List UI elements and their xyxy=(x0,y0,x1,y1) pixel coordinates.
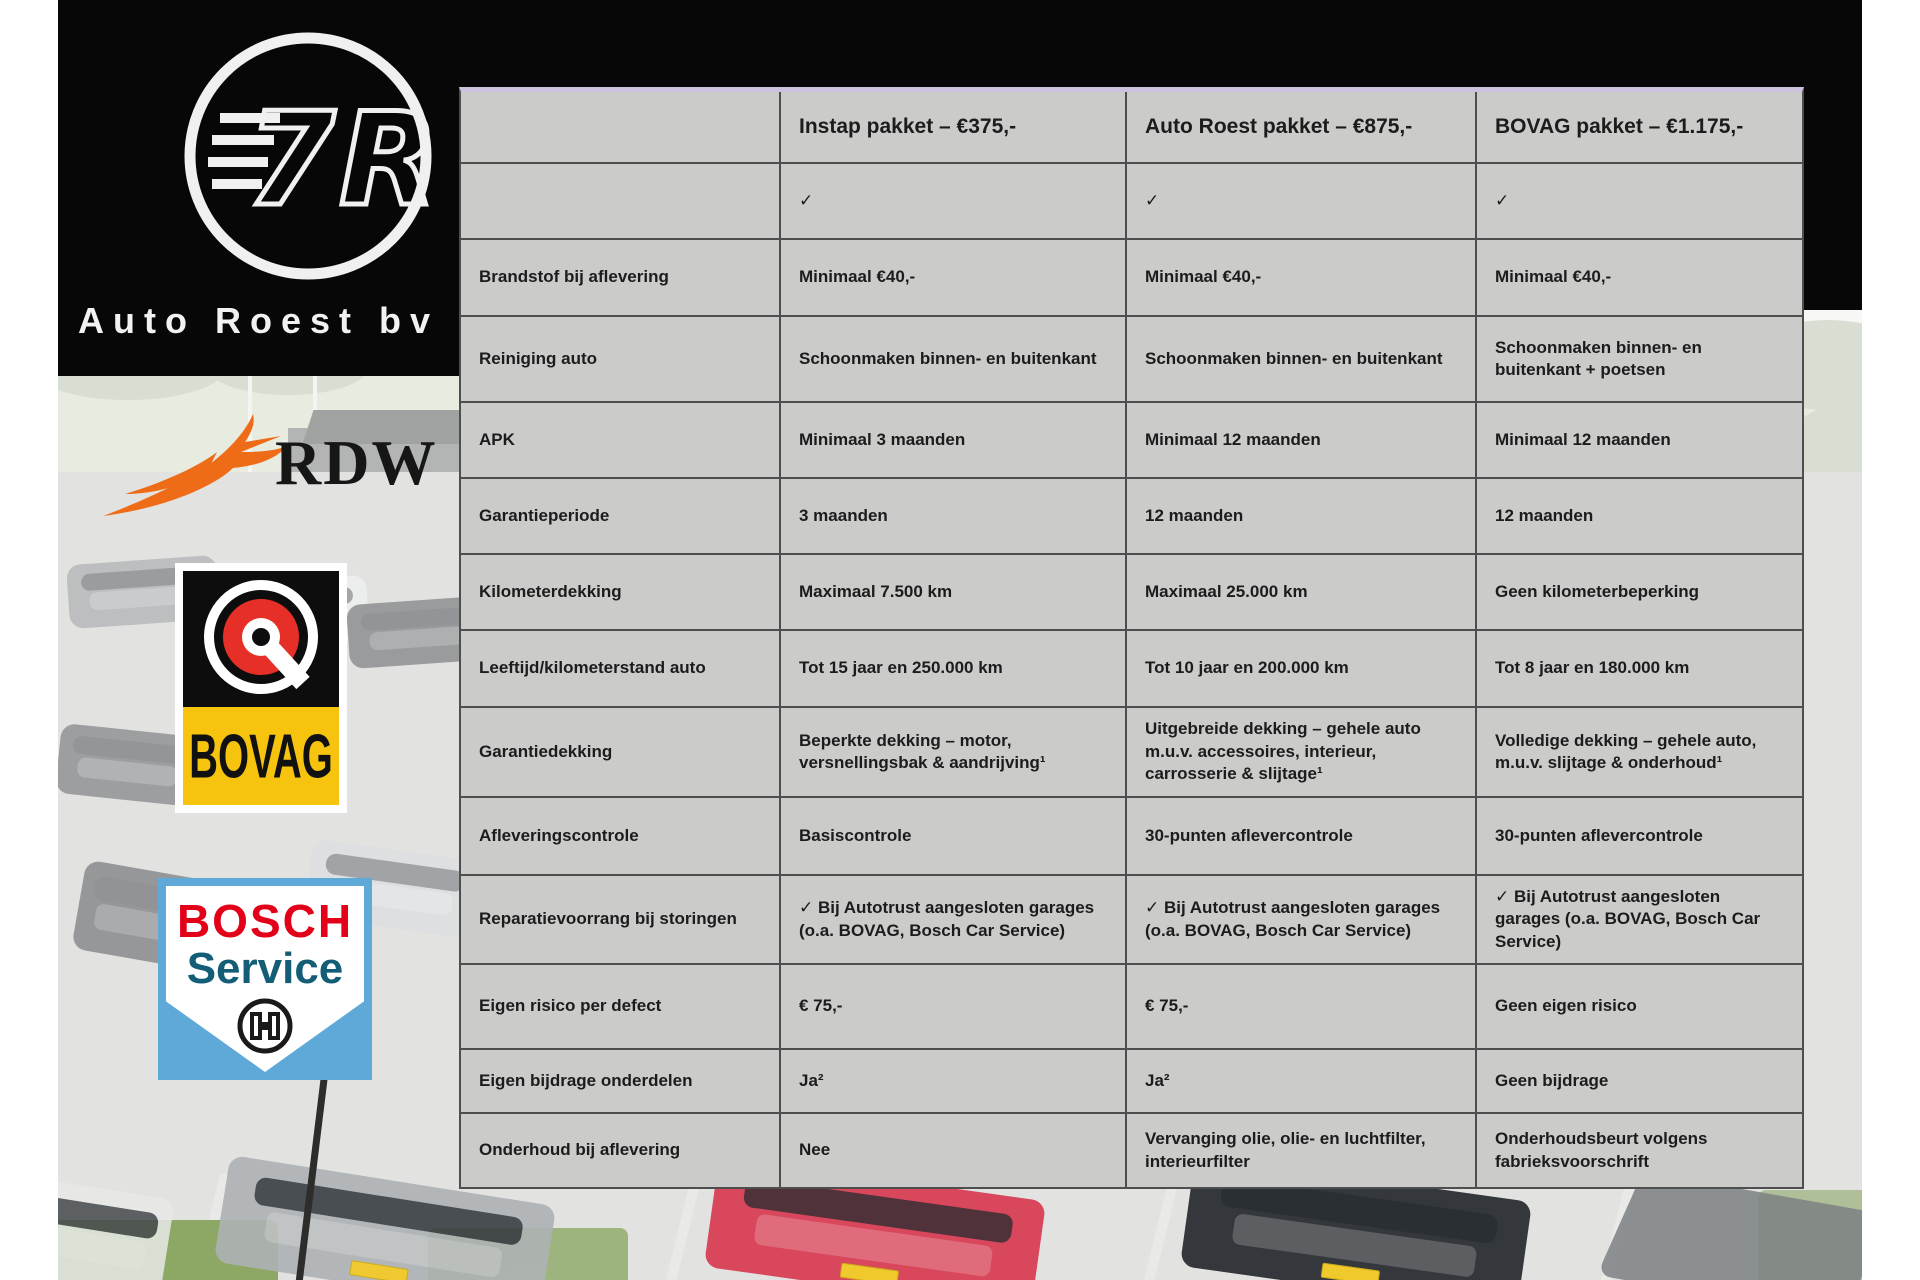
cell-bovag: Minimaal 12 maanden xyxy=(1477,403,1802,479)
check-cell-instap: ✓ xyxy=(781,164,1127,240)
cell-instap: Minimaal €40,- xyxy=(781,240,1127,317)
cell-autoroest: € 75,- xyxy=(1127,965,1477,1050)
row-label-eigen-risico: Eigen risico per defect xyxy=(461,965,781,1050)
cell-instap: Ja² xyxy=(781,1050,1127,1114)
dealer-name: Auto Roest bv xyxy=(77,300,439,341)
header-empty xyxy=(461,92,781,164)
cell-bovag: Volledige dekking – gehele auto, m.u.v. slijtage & onderhoud¹ xyxy=(1477,708,1802,798)
cell-bovag: 30-punten aflevercontrole xyxy=(1477,798,1802,876)
cell-instap: Minimaal 3 maanden xyxy=(781,403,1127,479)
cell-autoroest: Uitgebreide dekking – gehele auto m.u.v. accessoires, interieur, carrosserie & slijtage¹ xyxy=(1127,708,1477,798)
row-label-afleveringscontrole: Afleveringscontrole xyxy=(461,798,781,876)
cell-instap: ✓ Bij Autotrust aangesloten garages (o.a. BOVAG, Bosch Car Service) xyxy=(781,876,1127,965)
auto-roest-monogram-icon xyxy=(128,18,488,298)
row-label-garantiedekking: Garantiedekking xyxy=(461,708,781,798)
row-label-garantieperiode: Garantieperiode xyxy=(461,479,781,555)
cell-bovag: ✓ Bij Autotrust aangesloten garages (o.a. BOVAG, Bosch Car Service) xyxy=(1477,876,1802,965)
bosch-armature-icon xyxy=(235,996,295,1056)
cell-autoroest: Maximaal 25.000 km xyxy=(1127,555,1477,631)
cell-bovag: Tot 8 jaar en 180.000 km xyxy=(1477,631,1802,708)
cell-autoroest: Tot 10 jaar en 200.000 km xyxy=(1127,631,1477,708)
row-label-reparatievoorrang: Reparatievoorrang bij storingen xyxy=(461,876,781,965)
cell-bovag: Minimaal €40,- xyxy=(1477,240,1802,317)
bosch-service-label: Service xyxy=(186,944,344,993)
auto-roest-logo-box xyxy=(58,0,459,376)
cell-autoroest: Minimaal €40,- xyxy=(1127,240,1477,317)
cell-autoroest: ✓ Bij Autotrust aangesloten garages (o.a. BOVAG, Bosch Car Service) xyxy=(1127,876,1477,965)
row-label-reiniging: Reiniging auto xyxy=(461,317,781,403)
monogram-text: 7R xyxy=(246,86,442,235)
cell-autoroest: 12 maanden xyxy=(1127,479,1477,555)
cell-bovag: Schoonmaken binnen- en buitenkant + poetsen xyxy=(1477,317,1802,403)
cell-instap: Basiscontrole xyxy=(781,798,1127,876)
bovag-label-area xyxy=(183,707,339,805)
cell-bovag: Geen eigen risico xyxy=(1477,965,1802,1050)
cell-instap: Maximaal 7.500 km xyxy=(781,555,1127,631)
cell-instap: Nee xyxy=(781,1114,1127,1187)
row-label-apk: APK xyxy=(461,403,781,479)
cell-instap: Beperkte dekking – motor, versnellingsbak & aandrijving¹ xyxy=(781,708,1127,798)
cell-instap: € 75,- xyxy=(781,965,1127,1050)
rdw-label: RDW xyxy=(275,427,438,498)
cell-bovag: 12 maanden xyxy=(1477,479,1802,555)
rdw-logo xyxy=(95,408,438,528)
header-instap-pakket: Instap pakket – €375,- xyxy=(781,92,1127,164)
cell-autoroest: Minimaal 12 maanden xyxy=(1127,403,1477,479)
bovag-wheel-icon xyxy=(183,571,339,707)
row-label-eigen-bijdrage: Eigen bijdrage onderdelen xyxy=(461,1050,781,1114)
bovag-label: BOVAG xyxy=(189,723,333,792)
cell-autoroest: Vervanging olie, olie- en luchtfilter, interieurfilter xyxy=(1127,1114,1477,1187)
cell-bovag: Geen bijdrage xyxy=(1477,1050,1802,1114)
cell-autoroest: Schoonmaken binnen- en buitenkant xyxy=(1127,317,1477,403)
row-label-leeftijd: Leeftijd/kilometerstand auto xyxy=(461,631,781,708)
cell-instap: Tot 15 jaar en 250.000 km xyxy=(781,631,1127,708)
row-label xyxy=(461,164,781,240)
package-comparison-table xyxy=(459,87,1804,1189)
check-cell-bovag: ✓ xyxy=(1477,164,1802,240)
cell-autoroest: Ja² xyxy=(1127,1050,1477,1114)
header-bovag-pakket: BOVAG pakket – €1.175,- xyxy=(1477,92,1802,164)
bosch-label: BOSCH xyxy=(176,895,354,947)
cell-instap: Schoonmaken binnen- en buitenkant xyxy=(781,317,1127,403)
cell-autoroest: 30-punten aflevercontrole xyxy=(1127,798,1477,876)
header-auto-roest-pakket: Auto Roest pakket – €875,- xyxy=(1127,92,1477,164)
cell-bovag: Geen kilometerbeperking xyxy=(1477,555,1802,631)
check-cell-autoroest: ✓ xyxy=(1127,164,1477,240)
row-label-brandstof: Brandstof bij aflevering xyxy=(461,240,781,317)
cell-instap: 3 maanden xyxy=(781,479,1127,555)
rdw-wing-icon xyxy=(95,408,295,528)
row-label-onderhoud: Onderhoud bij aflevering xyxy=(461,1114,781,1187)
bovag-logo xyxy=(175,563,347,813)
bosch-service-logo xyxy=(158,878,372,1080)
row-label-kilometerdekking: Kilometerdekking xyxy=(461,555,781,631)
cell-bovag: Onderhoudsbeurt volgens fabrieksvoorschrift xyxy=(1477,1114,1802,1187)
